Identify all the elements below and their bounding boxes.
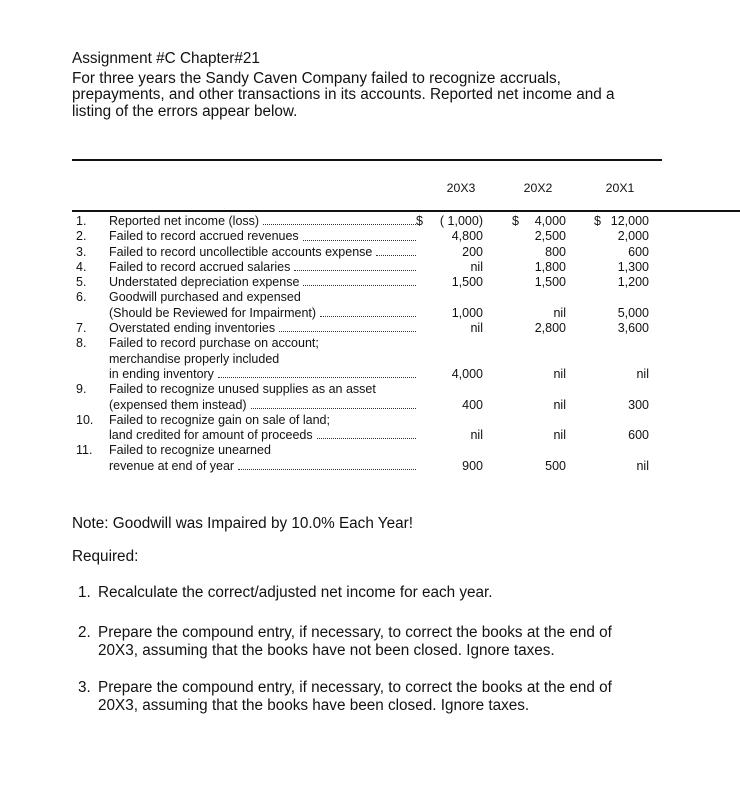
currency-symbol: $ xyxy=(512,214,519,228)
item-number: 4. xyxy=(76,259,87,274)
table-row xyxy=(72,443,672,458)
item-label xyxy=(109,321,416,336)
table-row xyxy=(72,413,672,428)
table-row xyxy=(72,352,672,367)
table-row xyxy=(72,428,672,443)
value-20x2: 1,500 xyxy=(534,275,566,290)
item-number: 2. xyxy=(76,229,87,244)
item-label xyxy=(109,214,416,229)
value-20x2: 500 xyxy=(545,458,566,473)
item-label-text: Failed to recognize unused supplies as an asset xyxy=(109,382,376,397)
table-row xyxy=(72,245,672,260)
item-label xyxy=(109,443,416,458)
item-label xyxy=(109,413,416,428)
value-20x1: 1,200 xyxy=(617,275,649,290)
required-text: Prepare the compound entry, if necessary, to correct the books at the end of xyxy=(98,679,612,696)
item-label xyxy=(109,382,416,397)
item-label xyxy=(109,229,416,244)
table-row xyxy=(72,275,672,290)
required-number: 2. xyxy=(78,624,91,641)
value-20x1: 2,000 xyxy=(617,229,649,244)
item-label-text: Failed to recognize gain on sale of land; xyxy=(109,412,330,427)
item-label xyxy=(109,290,416,305)
value-20x1: nil xyxy=(636,366,649,381)
leader-dots xyxy=(303,229,416,240)
table-row xyxy=(72,260,672,275)
leader-dots xyxy=(218,367,416,378)
item-label xyxy=(109,459,416,474)
intro-line: For three years the Sandy Caven Company failed to recognize accruals, xyxy=(72,70,561,87)
table-row xyxy=(72,306,672,321)
item-label xyxy=(109,275,416,290)
intro-line: prepayments, and other transactions in its accounts. Reported net income and a xyxy=(72,86,615,103)
column-header-20x2: 20X2 xyxy=(523,181,553,195)
leader-dots xyxy=(279,321,416,332)
value-20x3: 4,000 xyxy=(451,366,483,381)
intro-line: listing of the errors appear below. xyxy=(72,103,298,120)
leader-dots xyxy=(317,428,416,439)
table-row xyxy=(72,367,672,382)
item-label-text: Reported net income (loss) xyxy=(109,214,260,228)
value-20x1: 3,600 xyxy=(617,321,649,336)
item-label xyxy=(109,428,416,443)
value-20x2: 1,800 xyxy=(534,259,566,274)
value-20x3: nil xyxy=(470,428,483,443)
item-label-text: (expensed them instead) xyxy=(109,397,247,412)
leader-dots xyxy=(376,245,416,256)
item-number: 7. xyxy=(76,321,87,336)
item-label-text: revenue at end of year xyxy=(109,458,235,473)
leader-dots xyxy=(251,398,416,409)
leader-dots xyxy=(294,260,416,271)
table-row xyxy=(72,229,672,244)
leader-dots xyxy=(238,459,416,470)
item-label xyxy=(109,336,416,351)
item-label xyxy=(109,367,416,382)
item-label-text: Failed to recognize unearned xyxy=(109,443,271,458)
required-text: 20X3, assuming that the books have not been closed. Ignore taxes. xyxy=(98,642,555,659)
item-label-text: Understated depreciation expense xyxy=(109,275,300,290)
value-20x1: 600 xyxy=(628,428,649,443)
value-20x2: nil xyxy=(553,428,566,443)
item-label-text: Failed to record uncollectible accounts expense xyxy=(109,244,373,259)
note: Note: Goodwill was Impaired by 10.0% Each Year! xyxy=(72,515,413,532)
value-20x3: nil xyxy=(470,321,483,336)
required-text: Prepare the compound entry, if necessary, to correct the books at the end of xyxy=(98,624,612,641)
required-number: 1. xyxy=(78,584,91,601)
item-label xyxy=(109,245,416,260)
required-text: Recalculate the correct/adjusted net income for each year. xyxy=(98,584,493,601)
item-number: 9. xyxy=(76,382,87,397)
leader-dots xyxy=(263,214,416,225)
table-row xyxy=(72,214,672,229)
required-number: 3. xyxy=(78,679,91,696)
item-label-text: Failed to record purchase on account; xyxy=(109,336,319,351)
value-20x3: 1,000 xyxy=(451,305,483,320)
required-label: Required: xyxy=(72,548,139,565)
table-row xyxy=(72,398,672,413)
item-number: 8. xyxy=(76,336,87,351)
item-label-text: Overstated ending inventories xyxy=(109,321,276,336)
item-label-text: (Should be Reviewed for Impairment) xyxy=(109,305,317,320)
value-20x1: 300 xyxy=(628,397,649,412)
assignment-title: Assignment #C Chapter#21 xyxy=(72,50,260,67)
item-number: 6. xyxy=(76,290,87,305)
column-header-20x1: 20X1 xyxy=(605,181,635,195)
leader-dots xyxy=(320,306,416,317)
item-label-text: in ending inventory xyxy=(109,366,214,381)
top-rule xyxy=(72,159,662,161)
value-20x1: 1,300 xyxy=(617,259,649,274)
table-row xyxy=(72,336,672,351)
value-20x1: 600 xyxy=(628,244,649,259)
required-text: 20X3, assuming that the books have been closed. Ignore taxes. xyxy=(98,697,530,714)
value-20x2: nil xyxy=(553,397,566,412)
value-20x3: 900 xyxy=(462,458,483,473)
currency-symbol: $ xyxy=(594,214,601,228)
value-20x3: 200 xyxy=(462,244,483,259)
table-row xyxy=(72,459,672,474)
value-20x2: 4,000 xyxy=(534,214,566,228)
item-label xyxy=(109,398,416,413)
item-label xyxy=(109,260,416,275)
currency-symbol: $ xyxy=(416,214,423,228)
value-20x2: nil xyxy=(553,305,566,320)
item-number: 3. xyxy=(76,244,87,259)
item-number: 1. xyxy=(76,214,87,228)
item-number: 10. xyxy=(76,412,94,427)
item-label xyxy=(109,352,416,367)
item-label-text: Failed to record accrued revenues xyxy=(109,229,299,244)
value-20x1: 5,000 xyxy=(617,305,649,320)
value-20x2: nil xyxy=(553,366,566,381)
header-rule xyxy=(72,210,740,212)
item-label-text: land credited for amount of proceeds xyxy=(109,428,313,443)
table-row xyxy=(72,321,672,336)
value-20x2: 2,500 xyxy=(534,229,566,244)
item-number: 5. xyxy=(76,275,87,290)
column-header-20x3: 20X3 xyxy=(446,181,476,195)
value-20x3: nil xyxy=(470,259,483,274)
value-20x1: 12,000 xyxy=(610,214,649,228)
leader-dots xyxy=(303,275,416,286)
value-20x2: 2,800 xyxy=(534,321,566,336)
item-number: 11. xyxy=(76,443,93,458)
item-label-text: Failed to record accrued salaries xyxy=(109,259,291,274)
item-label-text: Goodwill purchased and expensed xyxy=(109,290,301,305)
item-label-text: merchandise properly included xyxy=(109,351,280,366)
value-20x3: 1,500 xyxy=(451,275,483,290)
item-label xyxy=(109,306,416,321)
value-20x2: 800 xyxy=(545,244,566,259)
value-20x1: nil xyxy=(636,458,649,473)
value-20x3: 4,800 xyxy=(451,229,483,244)
errors-table xyxy=(72,214,672,474)
table-row xyxy=(72,290,672,305)
table-row xyxy=(72,382,672,397)
value-20x3: 400 xyxy=(462,397,483,412)
value-20x3: ( 1,000) xyxy=(439,214,483,228)
